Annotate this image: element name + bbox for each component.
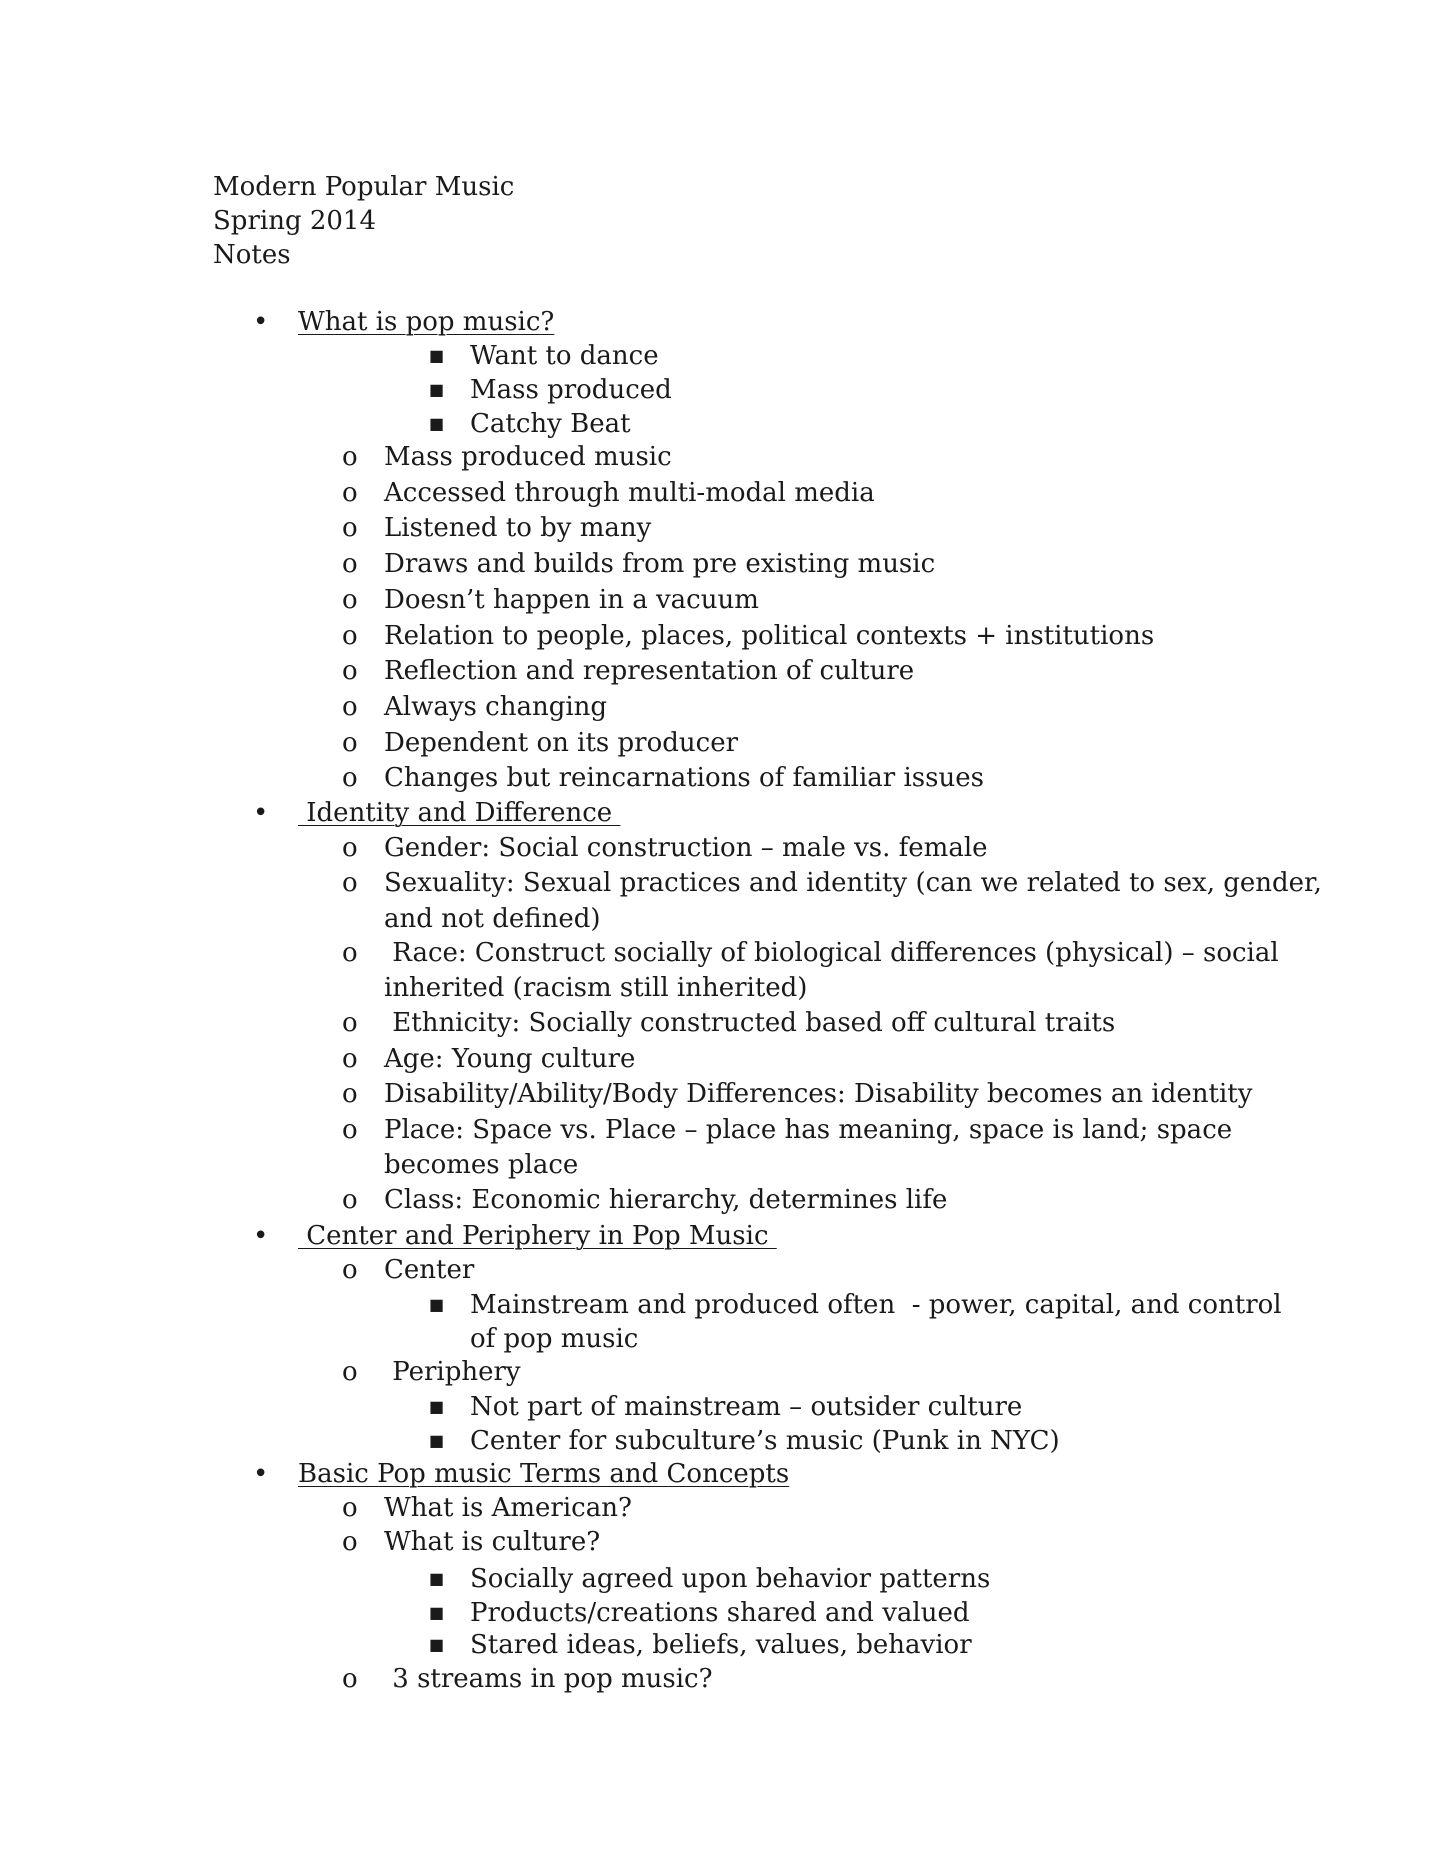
section-heading: Center and Periphery in Pop Music [298, 1221, 777, 1251]
square-bullet-icon: ■ [429, 414, 445, 433]
outline-item-continuation: becomes place [384, 1150, 579, 1180]
circle-bullet-icon: o [342, 1185, 358, 1215]
outline-subitem: Stared ideas, beliefs, values, behavior [470, 1630, 972, 1660]
outline-item: Gender: Social construction – male vs. female [384, 833, 988, 863]
outline-item: Age: Young culture [384, 1044, 636, 1074]
square-bullet-icon: ■ [429, 1603, 445, 1622]
outline-item: Relation to people, places, political contexts + institutions [384, 621, 1155, 651]
doc-type-label: Notes [213, 240, 291, 270]
outline-item: Place: Space vs. Place – place has meaning, space is land; space [384, 1115, 1233, 1145]
circle-bullet-icon: o [342, 728, 358, 758]
outline-item: What is culture? [384, 1527, 601, 1557]
circle-bullet-icon: o [342, 1008, 358, 1038]
outline-item: Changes but reincarnations of familiar issues [384, 763, 984, 793]
outline-item: Race: Construct socially of biological differences (physical) – social [384, 938, 1279, 968]
circle-bullet-icon: o [342, 868, 358, 898]
course-title: Modern Popular Music [213, 172, 515, 202]
circle-bullet-icon: o [342, 1044, 358, 1074]
outline-item: Center [384, 1255, 475, 1285]
circle-bullet-icon: o [342, 549, 358, 579]
square-bullet-icon: ■ [429, 346, 445, 365]
outline-subitem: Socially agreed upon behavior patterns [470, 1564, 991, 1594]
square-bullet-icon: ■ [429, 1397, 445, 1416]
circle-bullet-icon: o [342, 1255, 358, 1285]
outline-item-continuation: and not defined) [384, 904, 601, 934]
circle-bullet-icon: o [342, 656, 358, 686]
outline-item: Sexuality: Sexual practices and identity (can we related to sex, gender, [384, 868, 1322, 898]
circle-bullet-icon: o [342, 1357, 358, 1387]
outline-item: Doesn’t happen in a vacuum [384, 585, 759, 615]
square-bullet-icon: ■ [429, 380, 445, 399]
section-heading: Identity and Difference [298, 798, 621, 828]
outline-item: Class: Economic hierarchy, determines life [384, 1185, 948, 1215]
square-bullet-icon: ■ [429, 1295, 445, 1314]
outline-subitem: Mainstream and produced often - power, capital, and control [470, 1290, 1282, 1320]
square-bullet-icon: ■ [429, 1569, 445, 1588]
bullet-icon: • [253, 1459, 269, 1489]
bullet-icon: • [253, 307, 269, 337]
circle-bullet-icon: o [342, 513, 358, 543]
circle-bullet-icon: o [342, 621, 358, 651]
section-heading: Basic Pop music Terms and Concepts [298, 1459, 790, 1489]
circle-bullet-icon: o [342, 1115, 358, 1145]
outline-item: Ethnicity: Socially constructed based off cultural traits [384, 1008, 1116, 1038]
circle-bullet-icon: o [342, 763, 358, 793]
outline-item: Always changing [384, 692, 608, 722]
outline-subitem-continuation: of pop music [470, 1324, 639, 1354]
section-heading: What is pop music? [298, 307, 555, 337]
square-bullet-icon: ■ [429, 1431, 445, 1450]
bullet-icon: • [253, 1221, 269, 1251]
circle-bullet-icon: o [342, 692, 358, 722]
circle-bullet-icon: o [342, 938, 358, 968]
circle-bullet-icon: o [342, 442, 358, 472]
circle-bullet-icon: o [342, 833, 358, 863]
outline-item: Disability/Ability/Body Differences: Disability becomes an identity [384, 1079, 1253, 1109]
outline-subitem: Catchy Beat [470, 409, 631, 439]
circle-bullet-icon: o [342, 1493, 358, 1523]
circle-bullet-icon: o [342, 478, 358, 508]
term-label: Spring 2014 [213, 206, 377, 236]
outline-subitem: Products/creations shared and valued [470, 1598, 970, 1628]
outline-item: Dependent on its producer [384, 728, 739, 758]
outline-subitem: Center for subculture’s music (Punk in NYC) [470, 1426, 1060, 1456]
outline-item-continuation: inherited (racism still inherited) [384, 973, 808, 1003]
outline-item: Listened to by many [384, 513, 652, 543]
circle-bullet-icon: o [342, 585, 358, 615]
circle-bullet-icon: o [342, 1664, 358, 1694]
outline-item: Reflection and representation of culture [384, 656, 915, 686]
circle-bullet-icon: o [342, 1527, 358, 1557]
circle-bullet-icon: o [342, 1079, 358, 1109]
outline-item: Accessed through multi-modal media [384, 478, 875, 508]
outline-subitem: Want to dance [470, 341, 659, 371]
outline-item: Periphery [384, 1357, 521, 1387]
outline-item: Draws and builds from pre existing music [384, 549, 936, 579]
bullet-icon: • [253, 798, 269, 828]
square-bullet-icon: ■ [429, 1635, 445, 1654]
outline-item: What is American? [384, 1493, 632, 1523]
outline-item: 3 streams in pop music? [384, 1664, 713, 1694]
outline-subitem: Mass produced [470, 375, 672, 405]
outline-item: Mass produced music [384, 442, 672, 472]
outline-subitem: Not part of mainstream – outsider culture [470, 1392, 1023, 1422]
